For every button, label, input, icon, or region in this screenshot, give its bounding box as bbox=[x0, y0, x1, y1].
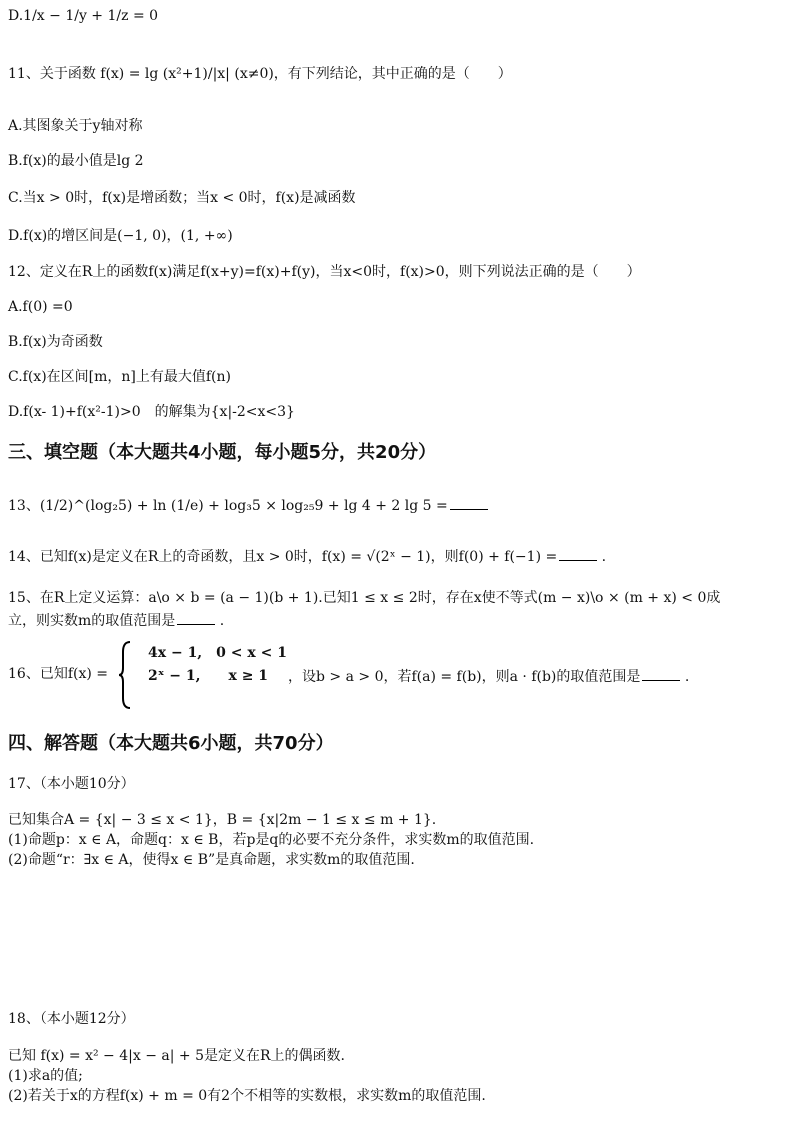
q18-part-1: (1)求a的值; bbox=[8, 1068, 83, 1084]
q11-option-a: A.其图象关于y轴对称 bbox=[8, 118, 143, 134]
answer-blank bbox=[450, 497, 488, 510]
question-15-line2 bbox=[8, 612, 224, 630]
q15-text: 立，则实数m的取值范围是 bbox=[8, 613, 176, 629]
q18-part-2: (2)若关于x的方程f(x) + m = 0有2个不相等的实数根，求实数m的取值范围. bbox=[8, 1088, 486, 1104]
q12-option-c: C.f(x)在区间[m，n]上有最大值f(n) bbox=[8, 369, 232, 385]
option-d-q10: D.1/x − 1/y + 1/z = 0 bbox=[8, 8, 159, 24]
q18-given: 已知 f(x) = x² − 4|x − a| + 5是定义在R上的偶函数. bbox=[8, 1048, 345, 1064]
q17-given: 已知集合A = {x| − 3 ≤ x < 1}，B = {x|2m − 1 ≤ x ≤ m + 1}. bbox=[8, 812, 437, 828]
q17-part-1: (1)命题p：x ∈ A，命题q：x ∈ B，若p是q的必要不充分条件，求实数m的取值范围. bbox=[8, 832, 535, 848]
q12-option-b: B.f(x)为奇函数 bbox=[8, 334, 103, 350]
q16-case-1: 4x − 1, 0 < x < 1 bbox=[148, 645, 287, 661]
period: . bbox=[597, 549, 607, 565]
question-14 bbox=[8, 548, 606, 566]
question-11: 11、关于函数 f(x) = lg (x²+1)/|x| (x≠0)，有下列结论，其中正确的是（ ） bbox=[8, 66, 512, 82]
answer-blank bbox=[177, 612, 215, 625]
q13-text: 13、(1/2)^(log₂5) + ln (1/e) + log₃5 × log₂₅9 + lg 4 + 2 lg 5 = bbox=[8, 498, 448, 514]
period: . bbox=[680, 669, 690, 685]
q12-option-a: A.f(0) =0 bbox=[8, 299, 73, 315]
period: . bbox=[215, 613, 225, 629]
question-15-line1: 15、在R上定义运算：a\o × b = (a − 1)(b + 1).已知1 ≤ x ≤ 2时，存在x使不等式(m − x)\o × (m + x) < 0成 bbox=[8, 590, 721, 606]
section-3-heading: 三、填空题（本大题共4小题，每小题5分，共20分） bbox=[8, 442, 437, 463]
question-18-header: 18、（本小题12分） bbox=[8, 1011, 135, 1027]
q11-option-c: C.当x > 0时，f(x)是增函数；当x < 0时，f(x)是减函数 bbox=[8, 190, 356, 206]
section-4-heading: 四、解答题（本大题共6小题，共70分） bbox=[8, 733, 334, 754]
question-16-prefix: 16、已知f(x) = bbox=[8, 666, 108, 682]
q11-option-d: D.f(x)的增区间是(−1, 0)，(1, +∞) bbox=[8, 228, 233, 244]
question-16-suffix bbox=[288, 668, 689, 686]
q14-text: 14、已知f(x)是定义在R上的奇函数，且x > 0时，f(x) = √(2ˣ − 1)，则f(0) + f(−1) = bbox=[8, 549, 558, 565]
question-13 bbox=[8, 497, 488, 515]
q16-text: ，设b > a > 0，若f(a) = f(b)，则a · f(b)的取值范围是 bbox=[288, 669, 641, 685]
answer-blank bbox=[642, 668, 680, 681]
q11-option-b: B.f(x)的最小值是lg 2 bbox=[8, 153, 144, 169]
answer-blank bbox=[559, 548, 597, 561]
piecewise-brace bbox=[118, 640, 132, 710]
q17-part-2: (2)命题“r：∃x ∈ A，使得x ∈ B”是真命题，求实数m的取值范围. bbox=[8, 852, 415, 868]
q16-case-2: 2ˣ − 1, x ≥ 1 bbox=[148, 668, 269, 684]
question-17-header: 17、（本小题10分） bbox=[8, 776, 135, 792]
question-12: 12、定义在R上的函数f(x)满足f(x+y)=f(x)+f(y)，当x<0时，f(x)>0，则下列说法正确的是（ ） bbox=[8, 264, 641, 280]
q12-option-d: D.f(x- 1)+f(x²-1)>0 的解集为{x|-2<x<3} bbox=[8, 404, 295, 420]
